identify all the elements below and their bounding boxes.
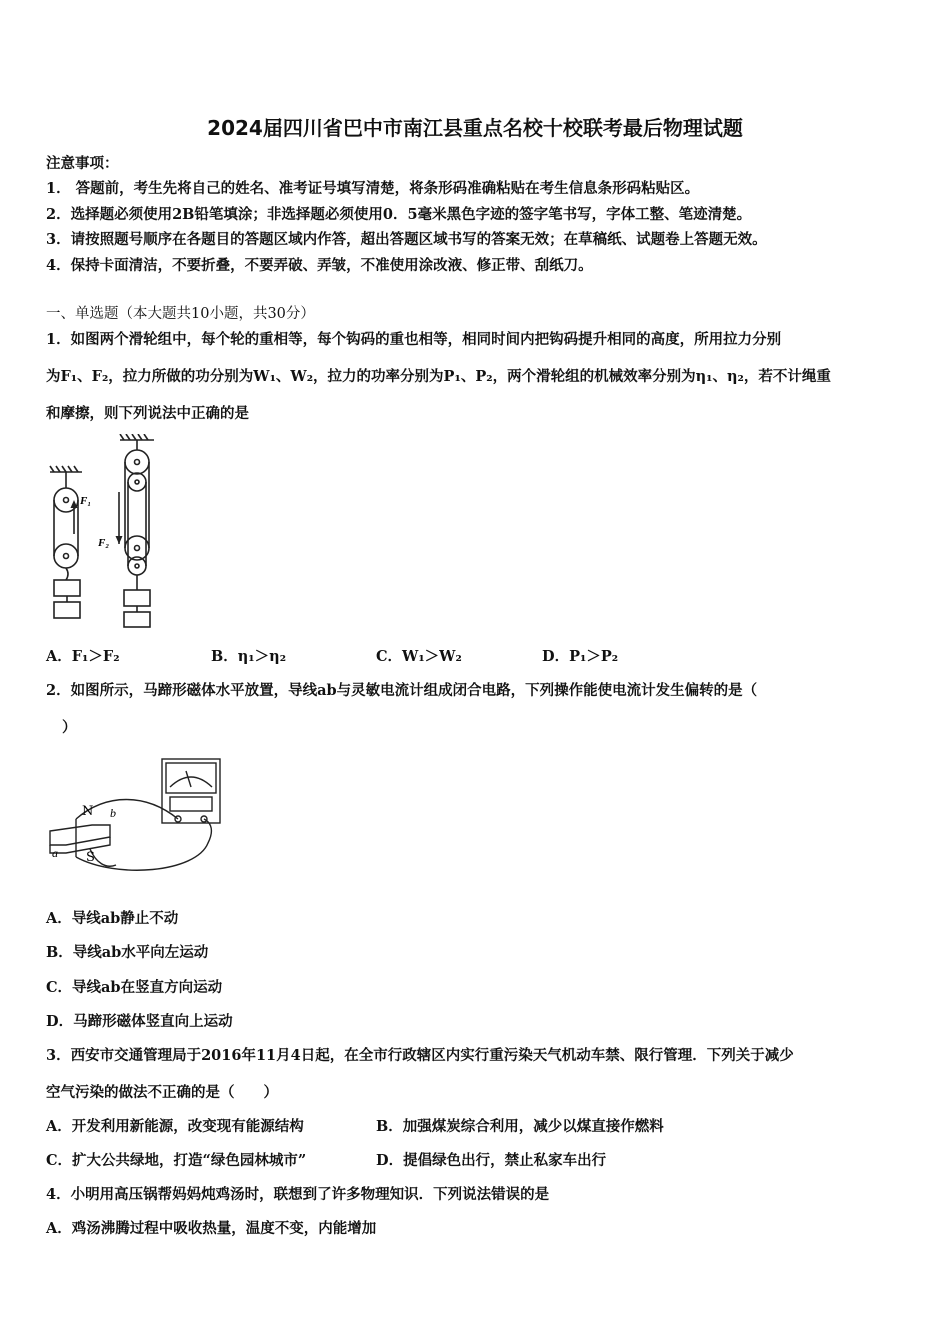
q3-option-c[interactable]: C．扩大公共绿地，打造“绿色园林城市” [46, 1152, 307, 1169]
notice-item-3: 3．请按照题号顺序在各题目的答题区域内作答，超出答题区域书写的答案无效；在草稿纸、试题卷上答题无效。 [46, 231, 767, 248]
label-f2: F₂ [98, 537, 110, 549]
q2-option-c[interactable]: C．导线ab在竖直方向运动 [46, 979, 223, 996]
q1-option-a[interactable]: A．F₁＞F₂ [46, 648, 120, 665]
q1-line-2: 为F₁、F₂，拉力所做的功分别为W₁、W₂，拉力的功率分别为P₁、P₂，两个滑轮组的机械效率分别为η₁、η₂，若不计绳重 [46, 368, 831, 385]
magnet-galvanometer-figure [46, 753, 226, 881]
q3-line-1: 3．西安市交通管理局于2016年11月4日起，在全市行政辖区内实行重污染天气机动车禁、限行管理．下列关于减少 [46, 1047, 794, 1064]
label-s: S [86, 850, 95, 865]
q1-option-d[interactable]: D．P₁＞P₂ [542, 648, 619, 665]
label-n: N [82, 804, 94, 819]
page-title: 2024届四川省巴中市南江县重点名校十校联考最后物理试题 [207, 116, 743, 140]
label-a: a [52, 846, 58, 860]
pulley-figure [44, 434, 174, 629]
notice-heading: 注意事项： [46, 155, 119, 172]
q3-option-a[interactable]: A．开发利用新能源，改变现有能源结构 [46, 1118, 304, 1135]
q2-option-b[interactable]: B．导线ab水平向左运动 [46, 944, 209, 961]
q1-option-b[interactable]: B．η₁＞η₂ [211, 648, 287, 665]
q3-option-d[interactable]: D．提倡绿色出行，禁止私家车出行 [376, 1152, 607, 1169]
q3-line-2: 空气污染的做法不正确的是（ ） [46, 1084, 278, 1101]
notice-item-1: 1． 答题前，考生先将自己的姓名、准考证号填写清楚，将条形码准确粘贴在考生信息条形码粘贴区。 [46, 180, 700, 197]
q2-line-1: 2．如图所示，马蹄形磁体水平放置，导线ab与灵敏电流计组成闭合电路，下列操作能使电流计发生偏转的是（ [46, 682, 758, 699]
q3-option-b[interactable]: B．加强煤炭综合利用，减少以煤直接作燃料 [376, 1118, 664, 1135]
q1-line-3: 和摩擦，则下列说法中正确的是 [46, 405, 249, 422]
notice-item-4: 4．保持卡面清洁，不要折叠，不要弄破、弄皱，不准使用涂改液、修正带、刮纸刀。 [46, 257, 593, 274]
label-b: b [110, 806, 116, 820]
section-heading: 一、单选题（本大题共10小题，共30分） [46, 306, 315, 322]
notice-item-2: 2．选择题必须使用2B铅笔填涂；非选择题必须使用0．5毫米黑色字迹的签字笔书写，字体工整、笔迹清楚。 [46, 206, 752, 223]
q1-line-1: 1．如图两个滑轮组中，每个轮的重相等，每个钩码的重也相等，相同时间内把钩码提升相同的高度，所用拉力分别 [46, 331, 782, 348]
q2-option-a[interactable]: A．导线ab静止不动 [46, 910, 179, 927]
q4-line-1: 4．小明用高压锅帮妈妈炖鸡汤时，联想到了许多物理知识．下列说法错误的是 [46, 1186, 550, 1203]
q1-option-c[interactable]: C．W₁＞W₂ [376, 648, 462, 665]
label-f1: F₁ [80, 495, 92, 507]
q4-option-a[interactable]: A．鸡汤沸腾过程中吸收热量，温度不变，内能增加 [46, 1220, 377, 1237]
q2-line-2: ） [62, 719, 77, 736]
q2-option-d[interactable]: D．马蹄形磁体竖直向上运动 [46, 1013, 233, 1030]
